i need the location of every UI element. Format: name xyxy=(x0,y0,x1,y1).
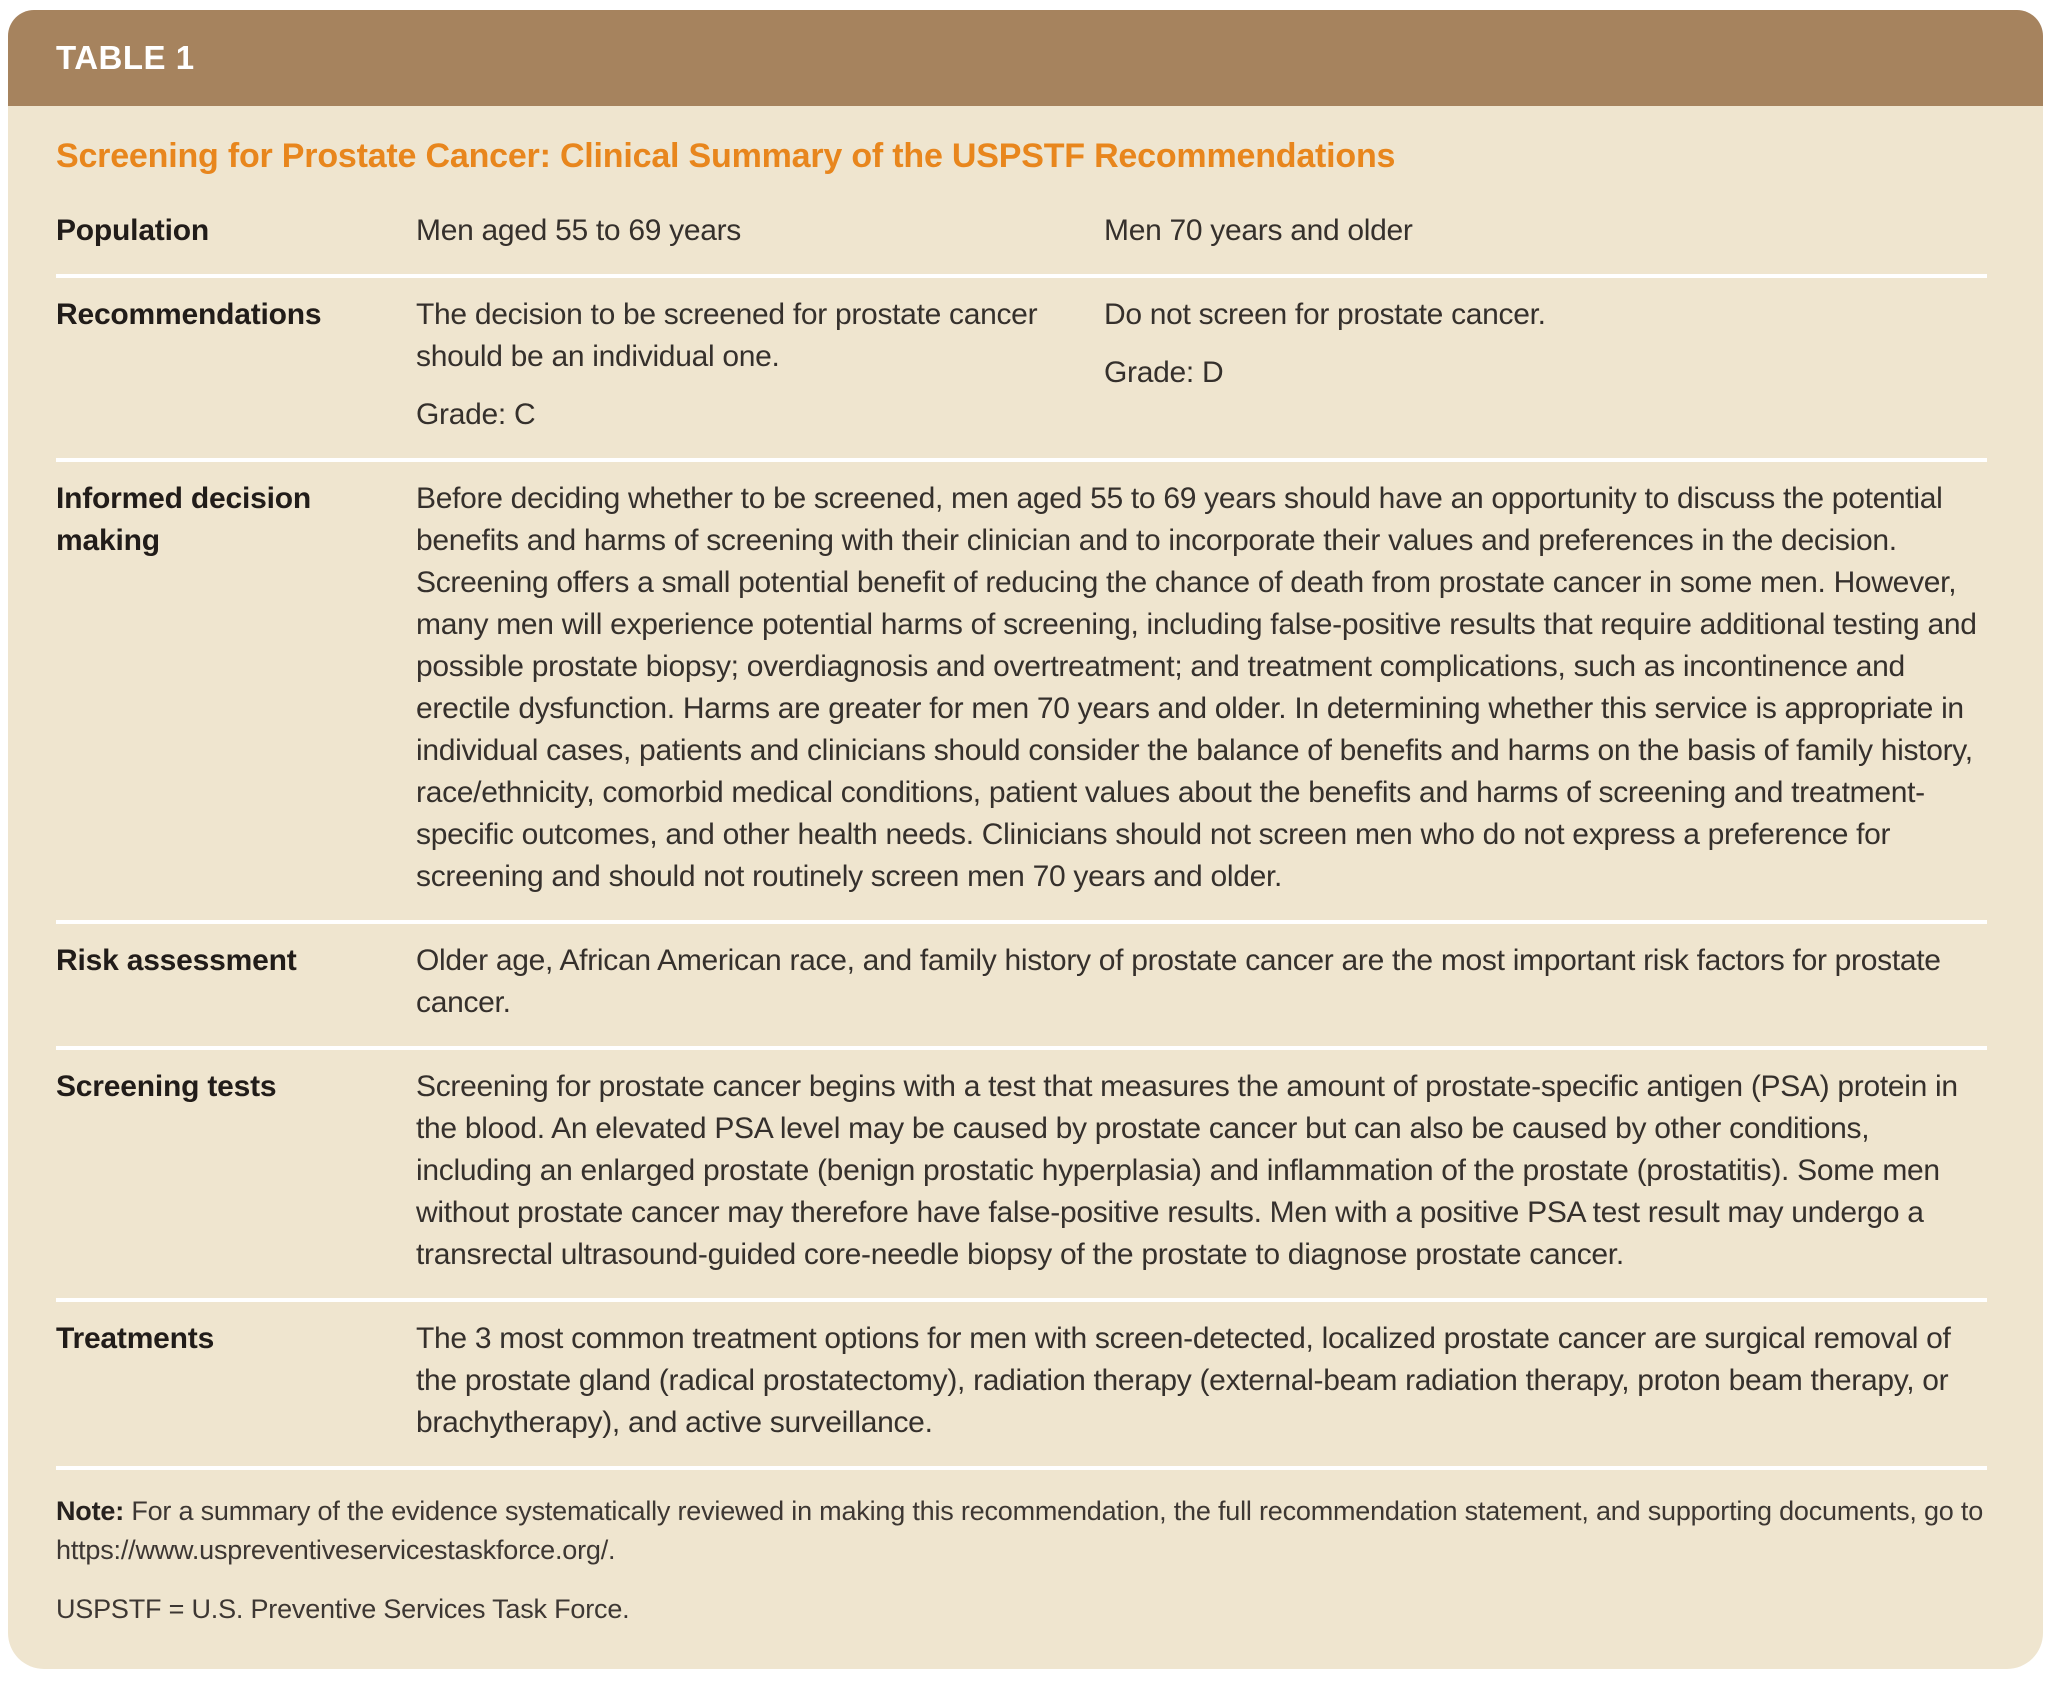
note-label: Note: xyxy=(56,1496,124,1526)
row-screening-tests xyxy=(56,1050,1987,1302)
recommendation-text-55-69: The decision to be screened for prostate cancer should be an individual one. xyxy=(416,298,1038,373)
recommendation-text-70-older: Do not screen for prostate cancer. xyxy=(1104,298,1546,331)
recommendation-men-55-69 xyxy=(416,294,1104,436)
row-risk-assessment xyxy=(56,924,1987,1050)
population-men-55-69: Men aged 55 to 69 years xyxy=(416,214,741,247)
note-line xyxy=(56,1492,1987,1570)
table-footnote xyxy=(56,1470,1987,1629)
table-body xyxy=(8,106,2043,1669)
row-label-treatments: Treatments xyxy=(56,1322,215,1355)
row-label-recommendations: Recommendations xyxy=(56,298,322,331)
row-population xyxy=(56,194,1987,278)
risk-assessment-text: Older age, African American race, and family history of prostate cancer are the most important risk factors for prostate cancer. xyxy=(416,944,1941,1019)
row-label-screening-tests: Screening tests xyxy=(56,1070,277,1103)
abbreviation-line: USPSTF = U.S. Preventive Services Task Force. xyxy=(56,1594,630,1624)
row-label-risk-assessment: Risk assessment xyxy=(56,944,297,977)
row-label-population: Population xyxy=(56,214,209,247)
row-informed-decision-making xyxy=(56,462,1987,924)
row-treatments xyxy=(56,1302,1987,1470)
population-men-70-older: Men 70 years and older xyxy=(1104,214,1413,247)
row-recommendations xyxy=(56,278,1987,462)
table-title: Screening for Prostate Cancer: Clinical Summary of the USPSTF Recommendations xyxy=(56,137,1396,175)
table-tag: TABLE 1 xyxy=(56,39,195,76)
screening-tests-text: Screening for prostate cancer begins with a test that measures the amount of prostate-specific antigen (PSA) protein in the blood. An elevated PSA level may be caused by prostate cancer but can also be caused by other conditions, including an enlarged prostate (benign prostatic hyperplasia) and inflammation of the prostate (prostatitis). Some men without prostate cancer may therefore have false-positive results. Men with a positive PSA test result may undergo a transrectal ultrasound-guided core-needle biopsy of the prostate to diagnose prostate cancer. xyxy=(416,1070,1958,1271)
note-text: For a summary of the evidence systematically reviewed in making this recommendation, the full recommendation statement, and supporting documents, go to https://www.uspreventiveservicestaskforce.org/. xyxy=(56,1496,1984,1565)
table-card xyxy=(8,10,2043,1669)
recommendation-men-70-older xyxy=(1104,294,1987,436)
informed-decision-making-text: Before deciding whether to be screened, men aged 55 to 69 years should have an opportunity to discuss the potential benefits and harms of screening with their clinician and to incorporate their values and preferences in the decision. Screening offers a small potential benefit of reducing the chance of death from prostate cancer in some men. However, many men will experience potential harms of screening, including false-positive results that require additional testing and possible prostate biopsy; overdiagnosis and overtreatment; and treatment complications, such as incontinence and erectile dysfunction. Harms are greater for men 70 years and older. In determining whether this service is appropriate in individual cases, patients and clinicians should consider the balance of benefits and harms on the basis of family history, race/ethnicity, comorbid medical conditions, patient values about the benefits and harms of screening and treatment-specific outcomes, and other health needs. Clinicians should not screen men who do not express a preference for screening and should not routinely screen men 70 years and older. xyxy=(416,482,1977,893)
table-header-bar xyxy=(8,10,2043,106)
row-label-informed-decision-making: Informed decision making xyxy=(56,482,311,557)
grade-c: Grade: C xyxy=(416,398,536,431)
grade-d: Grade: D xyxy=(1104,356,1224,389)
treatments-text: The 3 most common treatment options for men with screen-detected, localized prostate cancer are surgical removal of the prostate gland (radical prostatectomy), radiation therapy (external-beam radiation therapy, proton beam therapy, or brachytherapy), and active surveillance. xyxy=(416,1322,1951,1439)
